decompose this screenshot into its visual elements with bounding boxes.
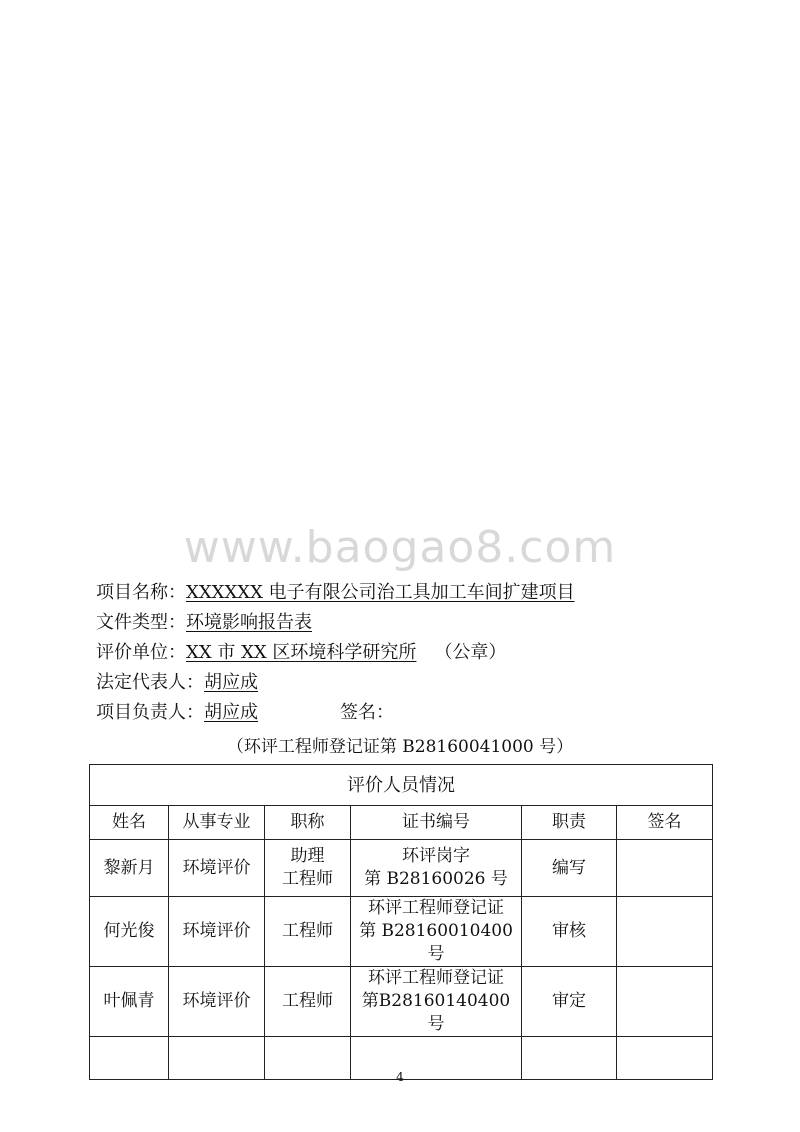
cert-line-1: 环评工程师登记证 bbox=[368, 898, 504, 918]
header-name: 姓名 bbox=[90, 806, 169, 840]
header-sign: 签名 bbox=[617, 806, 713, 840]
header-title: 职称 bbox=[265, 806, 351, 840]
cert-line-1: 环评岗字 bbox=[402, 846, 470, 866]
cert-line-2: 第B28160140400 号 bbox=[361, 991, 511, 1034]
cell-title bbox=[265, 897, 351, 967]
project-lead-line bbox=[96, 698, 575, 728]
cert-note: （环评工程师登记证第 B28160041000 号） bbox=[226, 737, 574, 757]
cell-duty: 编写 bbox=[522, 840, 617, 897]
table-row bbox=[90, 840, 713, 897]
cell-duty: 审核 bbox=[522, 897, 617, 967]
table-title: 评价人员情况 bbox=[90, 765, 713, 806]
doc-type-value: 环境影响报告表 bbox=[186, 612, 312, 633]
title-line-1: 助理 bbox=[290, 846, 325, 866]
cell-duty: 审定 bbox=[522, 967, 617, 1037]
cell-sign[interactable] bbox=[617, 840, 713, 897]
table-header-row bbox=[90, 806, 713, 840]
cell-major: 环境评价 bbox=[169, 897, 265, 967]
legal-rep-label: 法定代表人： bbox=[96, 672, 204, 693]
cert-line-2: 第 B28160026 号 bbox=[364, 869, 508, 889]
cell-name: 何光俊 bbox=[90, 897, 169, 967]
cell-major: 环境评价 bbox=[169, 967, 265, 1037]
cell-cert bbox=[351, 897, 522, 967]
cell-sign[interactable] bbox=[617, 967, 713, 1037]
project-name-label: 项目名称： bbox=[96, 582, 186, 603]
project-name-value: XXXXXX 电子有限公司治工具加工车间扩建项目 bbox=[186, 582, 575, 603]
table-row bbox=[90, 967, 713, 1037]
project-name-line bbox=[96, 578, 575, 608]
eval-unit-line bbox=[96, 638, 575, 668]
project-info bbox=[96, 578, 575, 728]
cell-name: 叶佩青 bbox=[90, 967, 169, 1037]
doc-type-label: 文件类型： bbox=[96, 612, 186, 633]
watermark: www.baogao8.com bbox=[183, 522, 617, 573]
cell-major: 环境评价 bbox=[169, 840, 265, 897]
cell-title bbox=[265, 967, 351, 1037]
staff-table bbox=[89, 764, 713, 1080]
cell-sign[interactable] bbox=[617, 897, 713, 967]
cell-cert bbox=[351, 967, 522, 1037]
eval-unit-label: 评价单位： bbox=[96, 642, 186, 663]
header-major: 从事专业 bbox=[169, 806, 265, 840]
cell-cert bbox=[351, 840, 522, 897]
legal-rep-value: 胡应成 bbox=[204, 672, 258, 693]
title-line-2: 工程师 bbox=[282, 869, 333, 889]
seal-note: （公章） bbox=[434, 642, 507, 663]
cert-line-2: 第 B28160010400 号 bbox=[359, 921, 513, 964]
project-lead-label: 项目负责人： bbox=[96, 702, 204, 723]
cert-line-1: 环评工程师登记证 bbox=[368, 968, 504, 988]
header-duty: 职责 bbox=[522, 806, 617, 840]
legal-rep-line bbox=[96, 668, 575, 698]
cell-title bbox=[265, 840, 351, 897]
page-number: 4 bbox=[396, 1070, 404, 1084]
project-lead-value: 胡应成 bbox=[204, 702, 258, 723]
doc-type-line bbox=[96, 608, 575, 638]
title-line-1: 工程师 bbox=[282, 921, 333, 941]
table-row bbox=[90, 897, 713, 967]
cell-name: 黎新月 bbox=[90, 840, 169, 897]
title-line-1: 工程师 bbox=[282, 991, 333, 1011]
signature-label: 签名： bbox=[340, 702, 394, 723]
eval-unit-value: XX 市 XX 区环境科学研究所 bbox=[186, 642, 417, 663]
header-cert: 证书编号 bbox=[351, 806, 522, 840]
